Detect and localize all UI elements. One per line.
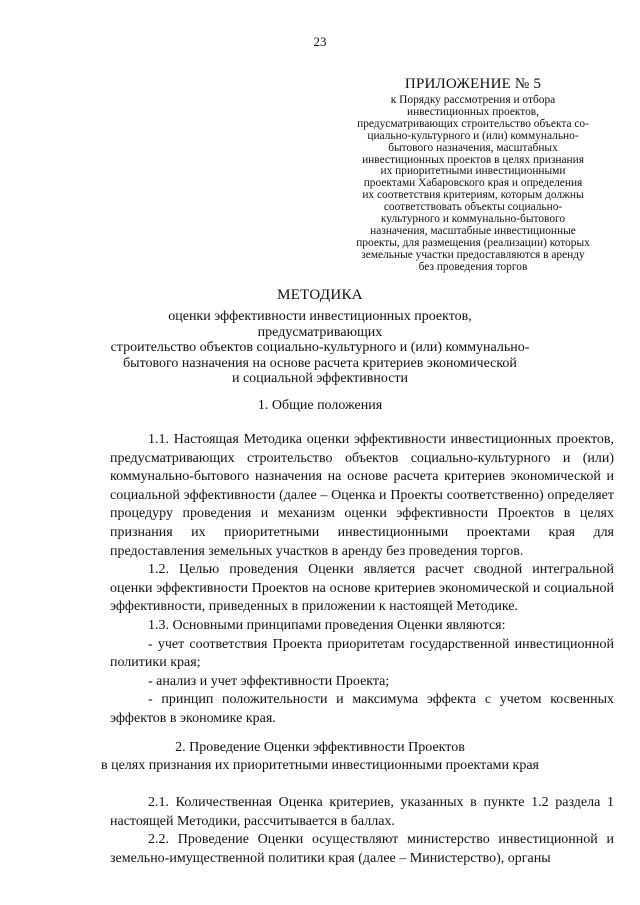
method-subtitle-line: и социальной эффективности: [231, 371, 409, 386]
section-2-heading-line: 2. Проведение Оценки эффективности Проектов: [175, 740, 465, 755]
paragraph-1-2: 1.2. Целью проведения Оценки является расчет сводной интегральной оценки эффективности Проектов на основе критериев экономической и социальной эффективности, приведенных в приложении к настоящей Методике.: [110, 562, 614, 615]
paragraph-2-2: 2.2. Проведение Оценки осуществляют министерство инвестиционной и земельно-имущественной политики края (далее – Министерство), органы: [110, 832, 614, 866]
appendix-line: земельные участки предоставляются в аренду: [361, 248, 585, 261]
appendix-line: культурного и коммунально-бытового: [380, 213, 566, 226]
appendix-header: [332, 76, 614, 274]
section-1-heading: 1. Общие положения: [257, 398, 383, 413]
appendix-line: соответствовать объекты социально-: [383, 201, 563, 214]
section-1-body: [110, 431, 614, 729]
section-2-body: [110, 794, 614, 868]
section-2-heading: [0, 739, 640, 775]
appendix-line: к Порядку рассмотрения и отбора: [390, 94, 556, 106]
method-subtitle-line: строительство объектов социально-культурного и (или) коммунально-: [110, 340, 530, 355]
appendix-title: ПРИЛОЖЕНИЕ № 5: [404, 76, 542, 92]
appendix-line: их соответствия критериям, которым должны: [362, 189, 584, 202]
appendix-line: циально-культурного и (или) коммунально-: [367, 129, 579, 142]
bullet-item: - анализ и учет эффективности Проекта;: [148, 673, 390, 689]
method-subtitle-line: оценки эффективности инвестиционных проектов, предусматривающих: [168, 309, 472, 340]
method-title: МЕТОДИКА: [277, 287, 363, 303]
paragraph-1-1: 1.1. Настоящая Методика оценки эффективности инвестиционных проектов, предусматривающих строительство объектов социально-культурного и (или) коммунально-бытового назначения на основе расчета критериев экономической и социальной эффективности (далее – Оценка и Проекты соответственно) определяет процедуру проведения и механизм оценки эффективности Проектов в целях признания их приоритетными инвестиционными проектами края для предоставления земельных участков в аренду без проведения торгов.: [110, 432, 614, 559]
bullet-item: - принцип положительности и максимума эффекта с учетом косвенных эффектов в экономике края.: [110, 692, 614, 726]
appendix-line: проекты, для размещения (реализации) которых: [356, 236, 590, 249]
appendix-line: инвестиционных проектов,: [406, 105, 540, 118]
section-2-heading-line: в целях признания их приоритетными инвестиционными проектами края: [101, 758, 539, 773]
appendix-line: бытового назначения, масштабных: [388, 141, 558, 154]
appendix-line: без проведения торгов: [418, 260, 528, 273]
appendix-line: проектами Хабаровского края и определения: [363, 177, 583, 190]
bullet-item: - учет соответствия Проекта приоритетам государственной инвестиционной политики края;: [110, 636, 614, 671]
appendix-line: назначения, масштабные инвестиционные: [370, 224, 576, 237]
page-number: 23: [313, 34, 327, 49]
paragraph-1-3: 1.3. Основными принципами проведения Оценки являются:: [148, 617, 506, 633]
appendix-line: инвестиционных проектов в целях признания: [362, 153, 584, 166]
method-subtitle-line: бытового назначения на основе расчета критериев экономической: [123, 355, 517, 371]
appendix-line: их приоритетными инвестиционными: [380, 165, 566, 178]
method-subtitle: [110, 309, 530, 387]
paragraph-2-1: 2.1. Количественная Оценка критериев, указанных в пункте 1.2 раздела 1 настоящей Методики, рассчитывается в баллах.: [110, 795, 614, 829]
appendix-line: предусматривающих строительство объекта со-: [357, 117, 589, 130]
